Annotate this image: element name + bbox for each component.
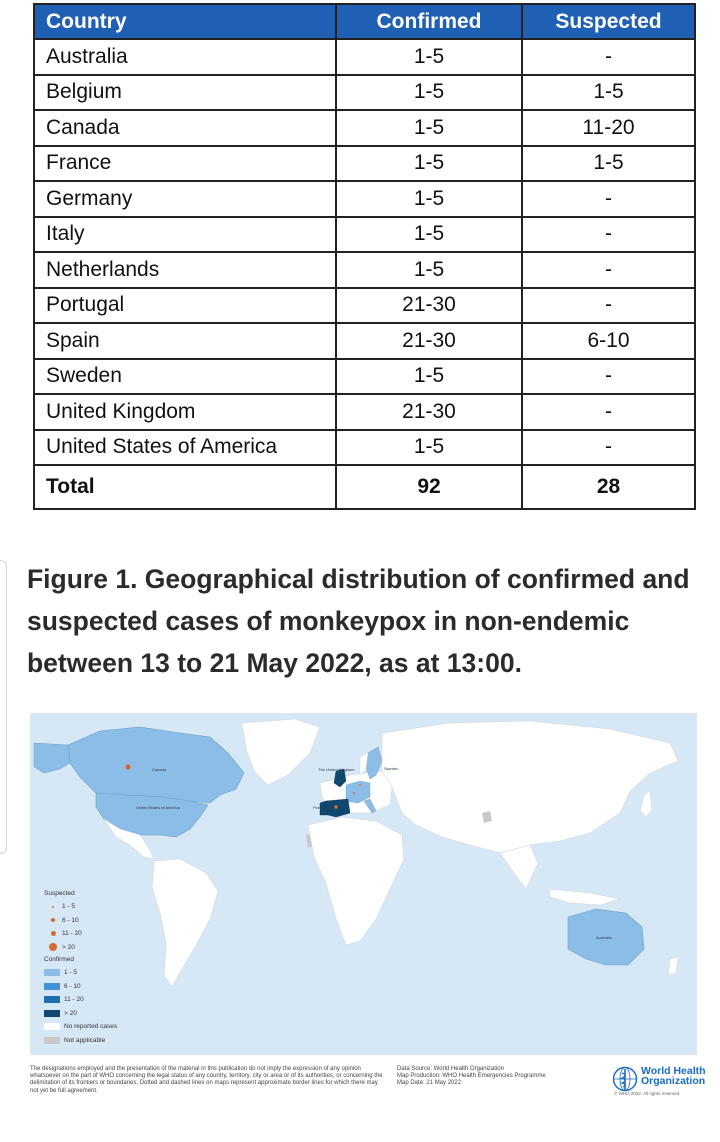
confirmed-cell: 1-5 <box>336 181 522 217</box>
country-cell: United States of America <box>34 430 336 466</box>
confirmed-swatch <box>44 996 60 1003</box>
legend-label: No reported cases <box>64 1023 118 1031</box>
data-source: Data Source: World Health Organization <box>397 1066 504 1072</box>
confirmed-cell: 1-5 <box>336 39 522 75</box>
suspected-cell: - <box>522 181 695 217</box>
legend-row <box>44 993 117 1007</box>
suspected-dot-icon <box>49 943 57 951</box>
japan-shape <box>640 791 652 817</box>
confirmed-cell: 21-30 <box>336 394 522 430</box>
suspected-cell: - <box>522 217 695 253</box>
country-cell: Italy <box>34 217 336 253</box>
total-suspected: 28 <box>522 465 695 509</box>
who-copyright: © WHO 2022. All rights reserved. <box>614 1091 681 1096</box>
map-production: Map Production: WHO Health Emergencies Programme <box>397 1073 546 1080</box>
spain-shape <box>326 799 350 817</box>
table-row <box>34 288 695 324</box>
suspected-cell: 1-5 <box>522 146 695 182</box>
suspected-cell: - <box>522 39 695 75</box>
confirmed-swatch <box>44 1010 60 1017</box>
confirmed-cell: 1-5 <box>336 430 522 466</box>
confirmed-cell: 1-5 <box>336 359 522 395</box>
who-line2: Organization <box>641 1075 706 1087</box>
country-cell: Sweden <box>34 359 336 395</box>
legend-row <box>44 927 117 941</box>
map-source <box>397 1066 597 1088</box>
confirmed-cell: 1-5 <box>336 75 522 111</box>
south-america-shape <box>152 859 218 987</box>
country-cell: Spain <box>34 323 336 359</box>
who-line1: World Health <box>641 1065 706 1077</box>
suspected-dot-icon <box>52 906 54 908</box>
table-row <box>34 217 695 253</box>
legend-suspected-title: Suspected <box>44 890 75 897</box>
norway-shape <box>360 753 368 775</box>
header-confirmed: Confirmed <box>336 4 522 39</box>
canada-shape <box>68 727 244 803</box>
total-label: Total <box>34 465 336 509</box>
africa-shape <box>308 817 404 945</box>
country-cell: United Kingdom <box>34 394 336 430</box>
table-row <box>34 146 695 182</box>
label-sweden: Sweden <box>384 766 399 771</box>
alaska-shape <box>34 743 70 773</box>
label-uk: The United Kingdom <box>318 767 355 772</box>
legend-label: 11 - 20 <box>62 930 82 938</box>
world-map <box>30 713 697 1055</box>
label-portugal: Portugal <box>313 805 328 810</box>
label-usa: United States of America <box>136 805 181 810</box>
legend-label: > 20 <box>64 1009 77 1017</box>
legend-row <box>44 966 117 980</box>
new-zealand-shape <box>668 957 678 975</box>
legend-row <box>44 1007 117 1021</box>
country-cell: Canada <box>34 110 336 146</box>
suspected-cell: - <box>522 252 695 288</box>
table-header-row <box>34 4 695 39</box>
map-disclaimer: The designations employed and the presentation of the material in this publication do not imply the expression of any opinion whatsoever on the part of WHO concerning the legal status of any country, territory, city or area or of its authorities, or concerning the delimitation of its frontiers or boundaries. Dotted and dashed lines on maps represent approximate border lines for which there may not yet be full agreement. <box>30 1066 383 1094</box>
legend-row <box>44 1034 117 1048</box>
greenland-shape <box>242 719 320 785</box>
suspected-cell: 11-20 <box>522 110 695 146</box>
label-canada: Canada <box>152 767 167 772</box>
legend-label: 6 - 10 <box>62 916 79 924</box>
legend-row <box>44 1020 117 1034</box>
legend-label: Not applicable <box>64 1036 106 1044</box>
confirmed-cell: 21-30 <box>336 288 522 324</box>
table-row <box>34 39 695 75</box>
suspected-cell: - <box>522 394 695 430</box>
legend-confirmed-title: Confirmed <box>44 956 74 963</box>
header-suspected: Suspected <box>522 4 695 39</box>
legend-row <box>44 900 117 914</box>
asia-shape <box>382 721 678 853</box>
suspected-dot-spain <box>334 805 338 809</box>
country-cell: France <box>34 146 336 182</box>
country-cell: Germany <box>34 181 336 217</box>
suspected-cell: - <box>522 430 695 466</box>
table-row <box>34 359 695 395</box>
confirmed-cell: 21-30 <box>336 323 522 359</box>
total-row <box>34 465 695 509</box>
table-row <box>34 252 695 288</box>
confirmed-cell: 1-5 <box>336 217 522 253</box>
no-cases-swatch <box>44 1023 60 1030</box>
table-row <box>34 323 695 359</box>
table-row <box>34 110 695 146</box>
india-shape <box>500 845 538 889</box>
suspected-dot-canada <box>125 764 130 769</box>
legend-label: 6 - 10 <box>64 982 81 990</box>
legend-label: 11 - 20 <box>64 996 84 1004</box>
legend-label: 1 - 5 <box>64 969 78 977</box>
edge-bracket <box>0 560 7 854</box>
indonesia-shape <box>550 889 620 905</box>
figure-title: Figure 1. Geographical distribution of confirmed and suspected cases of monkeypox in non-endemic between 13 to 21 May 2022, as at 13:00. <box>27 564 690 678</box>
table-row <box>34 430 695 466</box>
suspected-cell: - <box>522 288 695 324</box>
suspected-dot-france <box>353 792 355 794</box>
confirmed-swatch <box>44 983 60 990</box>
who-wordmark <box>641 1066 706 1086</box>
who-emblem-icon <box>612 1066 638 1092</box>
suspected-cell: 1-5 <box>522 75 695 111</box>
header-country: Country <box>34 4 336 39</box>
country-cell: Belgium <box>34 75 336 111</box>
legend-row <box>44 941 117 955</box>
table-row <box>34 181 695 217</box>
map-date: Map Date: 21 May 2022 <box>397 1080 462 1087</box>
confirmed-cell: 1-5 <box>336 110 522 146</box>
cases-table <box>33 3 696 510</box>
confirmed-swatch <box>44 969 60 976</box>
map-svg <box>30 713 697 1055</box>
country-cell: Netherlands <box>34 252 336 288</box>
legend-row <box>44 914 117 928</box>
table-row <box>34 75 695 111</box>
confirmed-cell: 1-5 <box>336 252 522 288</box>
country-cell: Australia <box>34 39 336 75</box>
table-row <box>34 394 695 430</box>
legend-row <box>44 980 117 994</box>
confirmed-cell: 1-5 <box>336 146 522 182</box>
suspected-cell: 6-10 <box>522 323 695 359</box>
total-confirmed: 92 <box>336 465 522 509</box>
not-applicable-swatch <box>44 1037 60 1044</box>
legend-label: > 20 <box>62 943 75 951</box>
suspected-dot-icon <box>51 918 55 922</box>
country-cell: Portugal <box>34 288 336 324</box>
legend-label: 1 - 5 <box>62 903 76 911</box>
label-australia: Australia <box>596 935 612 940</box>
map-legend <box>44 888 117 1047</box>
suspected-cell: - <box>522 359 695 395</box>
suspected-dot-belgium <box>359 784 361 786</box>
suspected-dot-icon <box>51 931 56 936</box>
